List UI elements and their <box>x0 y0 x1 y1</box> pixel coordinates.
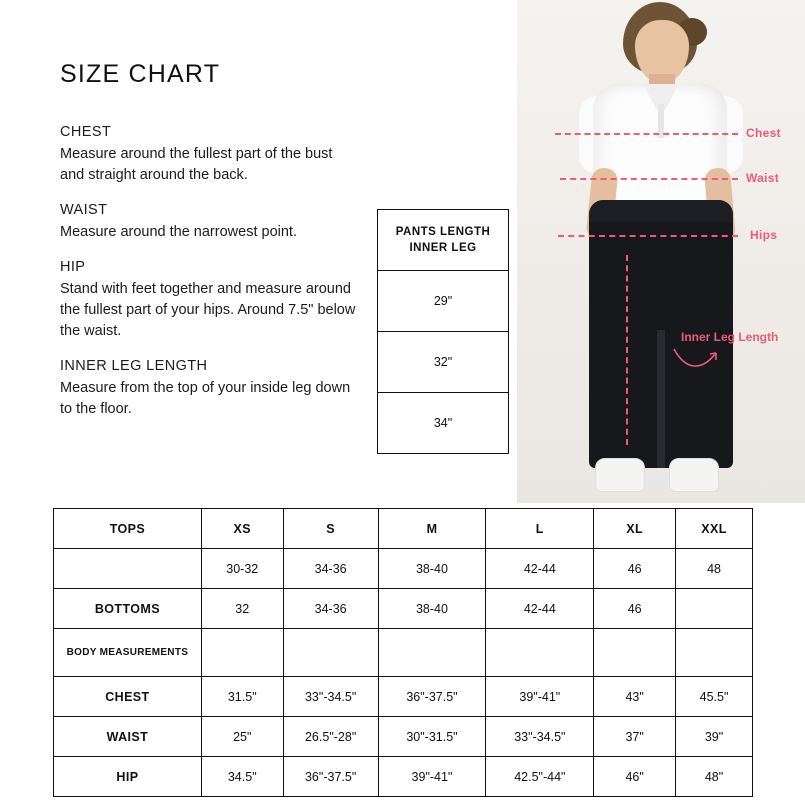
cell-tops-xl: 46 <box>594 549 676 589</box>
cell-bottoms-s: 34-36 <box>283 589 378 629</box>
pants-length-table <box>377 209 509 454</box>
cell-hip-l: 42.5"-44" <box>486 757 594 797</box>
pants-table-header-line2: INNER LEG <box>409 242 477 254</box>
cell-body-m <box>378 629 486 677</box>
row-label-chest: CHEST <box>54 677 202 717</box>
cell-chest-l: 39"-41" <box>486 677 594 717</box>
chest-guide-label: Chest <box>746 126 781 140</box>
cell-chest-xxl: 45.5" <box>676 677 753 717</box>
cell-bottoms-xl: 46 <box>594 589 676 629</box>
measuring-instructions <box>60 122 360 420</box>
cell-hip-m: 39"-41" <box>378 757 486 797</box>
inner-leg-guide-label: Inner Leg Length <box>681 330 779 344</box>
cell-waist-s: 26.5"-28" <box>283 717 378 757</box>
cell-tops-xxl: 48 <box>676 549 753 589</box>
size-measurements-table <box>53 508 753 797</box>
cell-waist-m: 30"-31.5" <box>378 717 486 757</box>
cell-chest-s: 33"-34.5" <box>283 677 378 717</box>
page-title: SIZE CHART <box>60 60 221 88</box>
model-photo <box>517 0 805 503</box>
cell-waist-l: 33"-34.5" <box>486 717 594 757</box>
column-header-xxl: XXL <box>676 509 753 549</box>
cell-body-xl <box>594 629 676 677</box>
cell-tops-l: 42-44 <box>486 549 594 589</box>
instruction-heading-hip: HIP <box>60 259 86 275</box>
waist-guide-label: Waist <box>746 171 780 185</box>
table-row-waist <box>54 717 753 757</box>
instruction-body-waist: Measure around the narrowest point. <box>60 224 297 240</box>
model-pants-leg-gap <box>657 330 665 468</box>
cell-waist-xl: 37" <box>594 717 676 757</box>
hips-guide-label: Hips <box>750 228 778 242</box>
cell-body-xxl <box>676 629 753 677</box>
row-label-body-measurements: BODY MEASUREMENTS <box>54 629 202 677</box>
table-row-hip <box>54 757 753 797</box>
row-label-hip: HIP <box>54 757 202 797</box>
instruction-body-chest: Measure around the fullest part of the bust and straight around the back. <box>60 146 333 183</box>
row-label-bottoms: BOTTOMS <box>54 589 202 629</box>
pants-length-value: 29" <box>378 271 509 332</box>
model-shoe-left <box>595 458 645 492</box>
row-label-tops-sizes <box>54 549 202 589</box>
cell-tops-s: 34-36 <box>283 549 378 589</box>
cell-tops-m: 38-40 <box>378 549 486 589</box>
column-header-m: M <box>378 509 486 549</box>
cell-chest-m: 36"-37.5" <box>378 677 486 717</box>
column-header-tops: TOPS <box>54 509 202 549</box>
table-header-row <box>54 509 753 549</box>
cell-hip-xs: 34.5" <box>201 757 283 797</box>
column-header-xs: XS <box>201 509 283 549</box>
column-header-l: L <box>486 509 594 549</box>
cell-bottoms-xs: 32 <box>201 589 283 629</box>
cell-waist-xs: 25" <box>201 717 283 757</box>
cell-body-xs <box>201 629 283 677</box>
cell-tops-xs: 30-32 <box>201 549 283 589</box>
table-row <box>378 271 509 332</box>
model-pants-waistband <box>589 200 733 222</box>
instruction-body-hip: Stand with feet together and measure around the fullest part of your hips. Around 7.5" below the waist. <box>60 281 356 339</box>
instruction-body-inner-leg: Measure from the top of your inside leg down to the floor. <box>60 380 351 417</box>
pants-table-header <box>378 210 509 271</box>
cell-waist-xxl: 39" <box>676 717 753 757</box>
table-row <box>378 393 509 454</box>
inner-leg-arrow-icon <box>672 345 726 375</box>
waist-guide-line <box>560 178 738 180</box>
model-shoe-right <box>669 458 719 492</box>
cell-hip-xxl: 48" <box>676 757 753 797</box>
cell-bottoms-xxl <box>676 589 753 629</box>
table-row <box>378 332 509 393</box>
table-row-chest <box>54 677 753 717</box>
table-row <box>378 210 509 271</box>
cell-body-l <box>486 629 594 677</box>
column-header-xl: XL <box>594 509 676 549</box>
pants-length-value: 32" <box>378 332 509 393</box>
instruction-heading-inner-leg: INNER LEG LENGTH <box>60 358 208 374</box>
inner-leg-guide-line <box>626 255 628 445</box>
instruction-heading-chest: CHEST <box>60 124 112 140</box>
column-header-s: S <box>283 509 378 549</box>
cell-hip-s: 36"-37.5" <box>283 757 378 797</box>
cell-hip-xl: 46" <box>594 757 676 797</box>
instruction-heading-waist: WAIST <box>60 202 108 218</box>
pants-table-header-line1: PANTS LENGTH <box>395 226 491 238</box>
cell-bottoms-m: 38-40 <box>378 589 486 629</box>
cell-bottoms-l: 42-44 <box>486 589 594 629</box>
hips-guide-line <box>558 235 738 237</box>
table-row-tops-sizes <box>54 549 753 589</box>
cell-chest-xl: 43" <box>594 677 676 717</box>
table-row-bottoms <box>54 589 753 629</box>
cell-body-s <box>283 629 378 677</box>
row-label-waist: WAIST <box>54 717 202 757</box>
chest-guide-line <box>555 133 738 135</box>
table-row-body-measurements <box>54 629 753 677</box>
pants-length-value: 34" <box>378 393 509 454</box>
cell-chest-xs: 31.5" <box>201 677 283 717</box>
